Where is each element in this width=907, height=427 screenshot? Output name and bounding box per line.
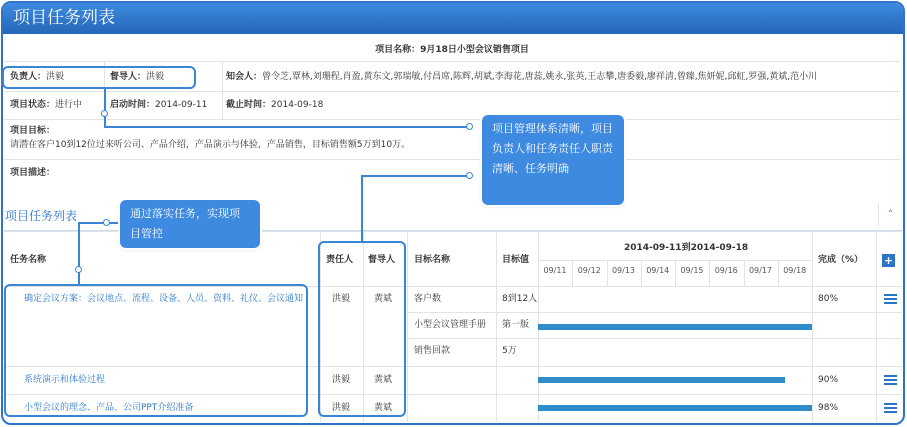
- metric-name: 客户数: [414, 294, 442, 304]
- management-callout: 项目管理体系清晰，项目负责人和任务责任人职责清晰、任务明确: [482, 115, 624, 205]
- window-title: 项目任务列表: [3, 3, 903, 34]
- plus-icon: +: [883, 254, 894, 267]
- task-responsible: 洪毅: [332, 403, 351, 413]
- start-value: 2014-09-11: [155, 100, 208, 110]
- notify-label: 知会人：: [226, 72, 263, 82]
- task-name-link[interactable]: 系统演示和体验过程: [24, 375, 106, 385]
- task-names-highlight-box: [4, 284, 308, 417]
- metric-value: 8到12人: [502, 294, 538, 304]
- task-supervisor: 黄斌: [374, 375, 393, 385]
- chevron-up-icon: ˄: [887, 208, 894, 221]
- metric-value: 第一版: [502, 320, 530, 330]
- project-name-row: [4, 38, 900, 62]
- metric-value: 5万: [502, 346, 517, 356]
- col-completion: 完成（%）: [818, 255, 864, 265]
- task-supervisor: 黄斌: [374, 403, 393, 413]
- col-metric-name: 目标名称: [414, 255, 451, 265]
- project-name-label: 项目名称：: [375, 45, 421, 55]
- owner-label: 负责人：: [10, 72, 47, 82]
- day-header: 09/15: [680, 266, 704, 275]
- supervisor-value: 洪毅: [146, 72, 165, 82]
- notify-value: 曾令芝,覃林,刘珊程,肖盈,黄东文,郭瑞敏,付昌席,陈辉,胡斌,李海花,唐蕊,姚永,张英,王志攀,唐委毅,廖祥清,曾臻,焦妍妮,邱虹,罗强,黄斌,范小川: [262, 72, 818, 82]
- task-gantt-bar: [538, 405, 812, 411]
- day-header: 09/11: [543, 266, 567, 275]
- owner-highlight-box: [2, 66, 196, 89]
- task-section-title: 项目任务列表: [5, 209, 78, 223]
- task-completion: 98%: [818, 403, 839, 413]
- task-supervisor: 黄斌: [374, 294, 393, 304]
- start-label: 启动时间：: [110, 100, 156, 110]
- status-value: 进行中: [55, 100, 83, 110]
- task-detail-list-icon[interactable]: [884, 375, 897, 385]
- status-row: [4, 92, 900, 120]
- day-header: 09/18: [783, 266, 807, 275]
- col-date-range: 2014-09-11到2014-09-18: [624, 243, 749, 253]
- col-responsible: 责任人: [326, 255, 354, 265]
- task-completion: 90%: [818, 375, 839, 385]
- day-header: 09/12: [577, 266, 601, 275]
- responsible-highlight-box: [318, 241, 406, 417]
- supervisor-label: 督导人：: [110, 72, 147, 82]
- col-metric-value: 目标值: [502, 255, 530, 265]
- add-task-button[interactable]: [882, 254, 895, 267]
- project-name-value: 9月18日小型会议销售项目: [420, 45, 529, 55]
- task-gantt-bar: [538, 324, 812, 330]
- day-header: 09/16: [714, 266, 738, 275]
- day-header: 09/17: [748, 266, 773, 275]
- day-header: 09/14: [646, 266, 670, 275]
- desc-label: 项目描述：: [10, 168, 56, 178]
- collapse-button[interactable]: [878, 204, 902, 226]
- day-header: 09/13: [611, 266, 636, 275]
- task-detail-list-icon[interactable]: [884, 294, 897, 304]
- owner-value: 洪毅: [46, 72, 65, 82]
- desc-row: [4, 160, 900, 186]
- end-value: 2014-09-18: [271, 100, 324, 110]
- metric-name: 小型会议管理手册: [414, 320, 487, 330]
- col-supervisor: 督导人: [368, 255, 396, 265]
- task-name-link[interactable]: 确定会议方案：会议地点、流程、设备、人员、资料、礼仪、会议通知: [24, 294, 304, 304]
- task-responsible: 洪毅: [332, 375, 351, 385]
- task-responsible: 洪毅: [332, 294, 351, 304]
- goal-value: 请潜在客户10到12位过来听公司、产品介绍，产品演示与体验，产品销售，目标销售额5万到10万。: [10, 140, 411, 150]
- goal-label: 项目目标：: [10, 126, 56, 136]
- col-task-name: 任务名称: [10, 255, 47, 265]
- task-name-link[interactable]: 小型会议的理念、产品、公司PPT介绍准备: [24, 403, 194, 413]
- status-label: 项目状态：: [10, 100, 56, 110]
- end-label: 截止时间：: [226, 100, 272, 110]
- task-completion: 80%: [818, 294, 839, 304]
- task-gantt-bar: [538, 377, 785, 383]
- control-callout: 通过落实任务，实现项目管控: [120, 200, 260, 248]
- task-detail-list-icon[interactable]: [884, 403, 897, 413]
- metric-name: 销售回款: [414, 346, 451, 356]
